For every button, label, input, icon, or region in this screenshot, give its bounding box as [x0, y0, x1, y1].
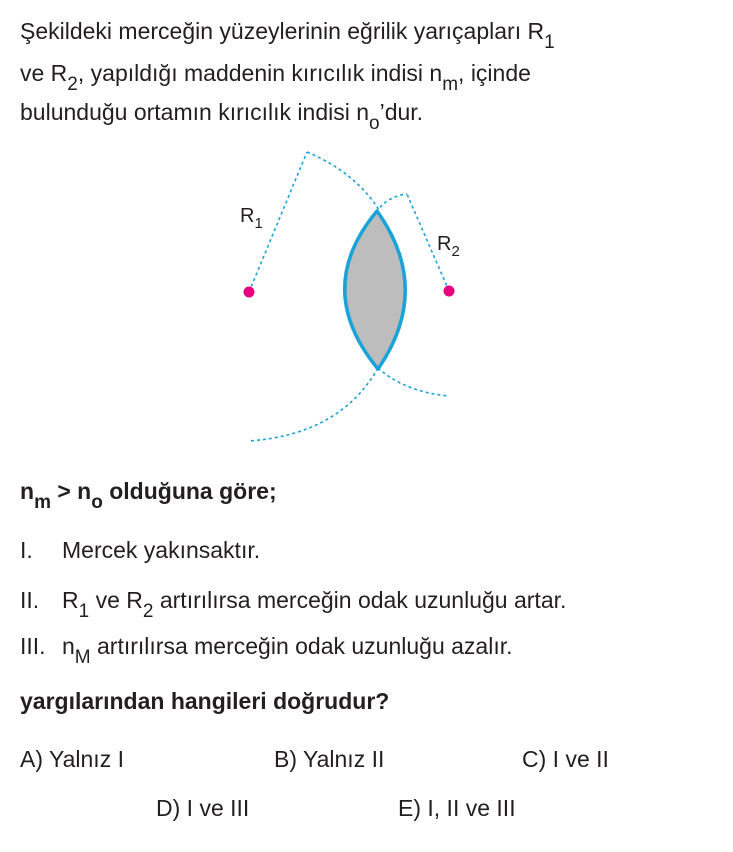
- center-of-curvature-1: [244, 287, 255, 298]
- r1-label: $R_1$: [240, 205, 263, 232]
- intro-line-2: ve $R_2$, yapıldığı maddenin kırıcılık indisi $n_m$, içinde: [20, 60, 531, 95]
- lens-body: [345, 211, 406, 369]
- option-b[interactable]: B) Yalnız II: [274, 746, 385, 772]
- option-d[interactable]: D) I ve III: [156, 795, 250, 821]
- r2-label: $R_2$: [437, 233, 460, 260]
- statement-1: I. Mercek yakınsaktır.: [20, 537, 261, 563]
- center-of-curvature-2: [444, 286, 455, 297]
- option-a[interactable]: A) Yalnız I: [20, 746, 124, 772]
- option-e[interactable]: E) I, II ve III: [398, 795, 516, 821]
- intro-line-1: Şekildeki merceğin yüzeylerinin eğrilik yarıçapları $R_1$: [20, 18, 555, 53]
- option-c[interactable]: C) I ve II: [522, 746, 609, 772]
- surface-1-dashed-arc: [307, 152, 379, 210]
- surface-2-dashed-arc-lower: [378, 368, 449, 396]
- statement-2: II. $R_1$ ve $R_2$ artırılırsa merceğin odak uzunluğu artar.: [20, 587, 567, 622]
- statement-3: III. $n_M$ artırılırsa merceğin odak uzunluğu azalır.: [20, 633, 513, 668]
- surface-2-dashed-arc-upper: [376, 194, 407, 212]
- condition-line: $n_m > n_o$ olduğuna göre;: [20, 478, 277, 513]
- intro-line-3: bulunduğu ortamın kırıcılık indisi $n_o’dur$.: [20, 99, 424, 134]
- surface-1-dashed-arc-lower: [248, 368, 378, 441]
- question-prompt: yargılarından hangileri doğrudur?: [20, 688, 390, 714]
